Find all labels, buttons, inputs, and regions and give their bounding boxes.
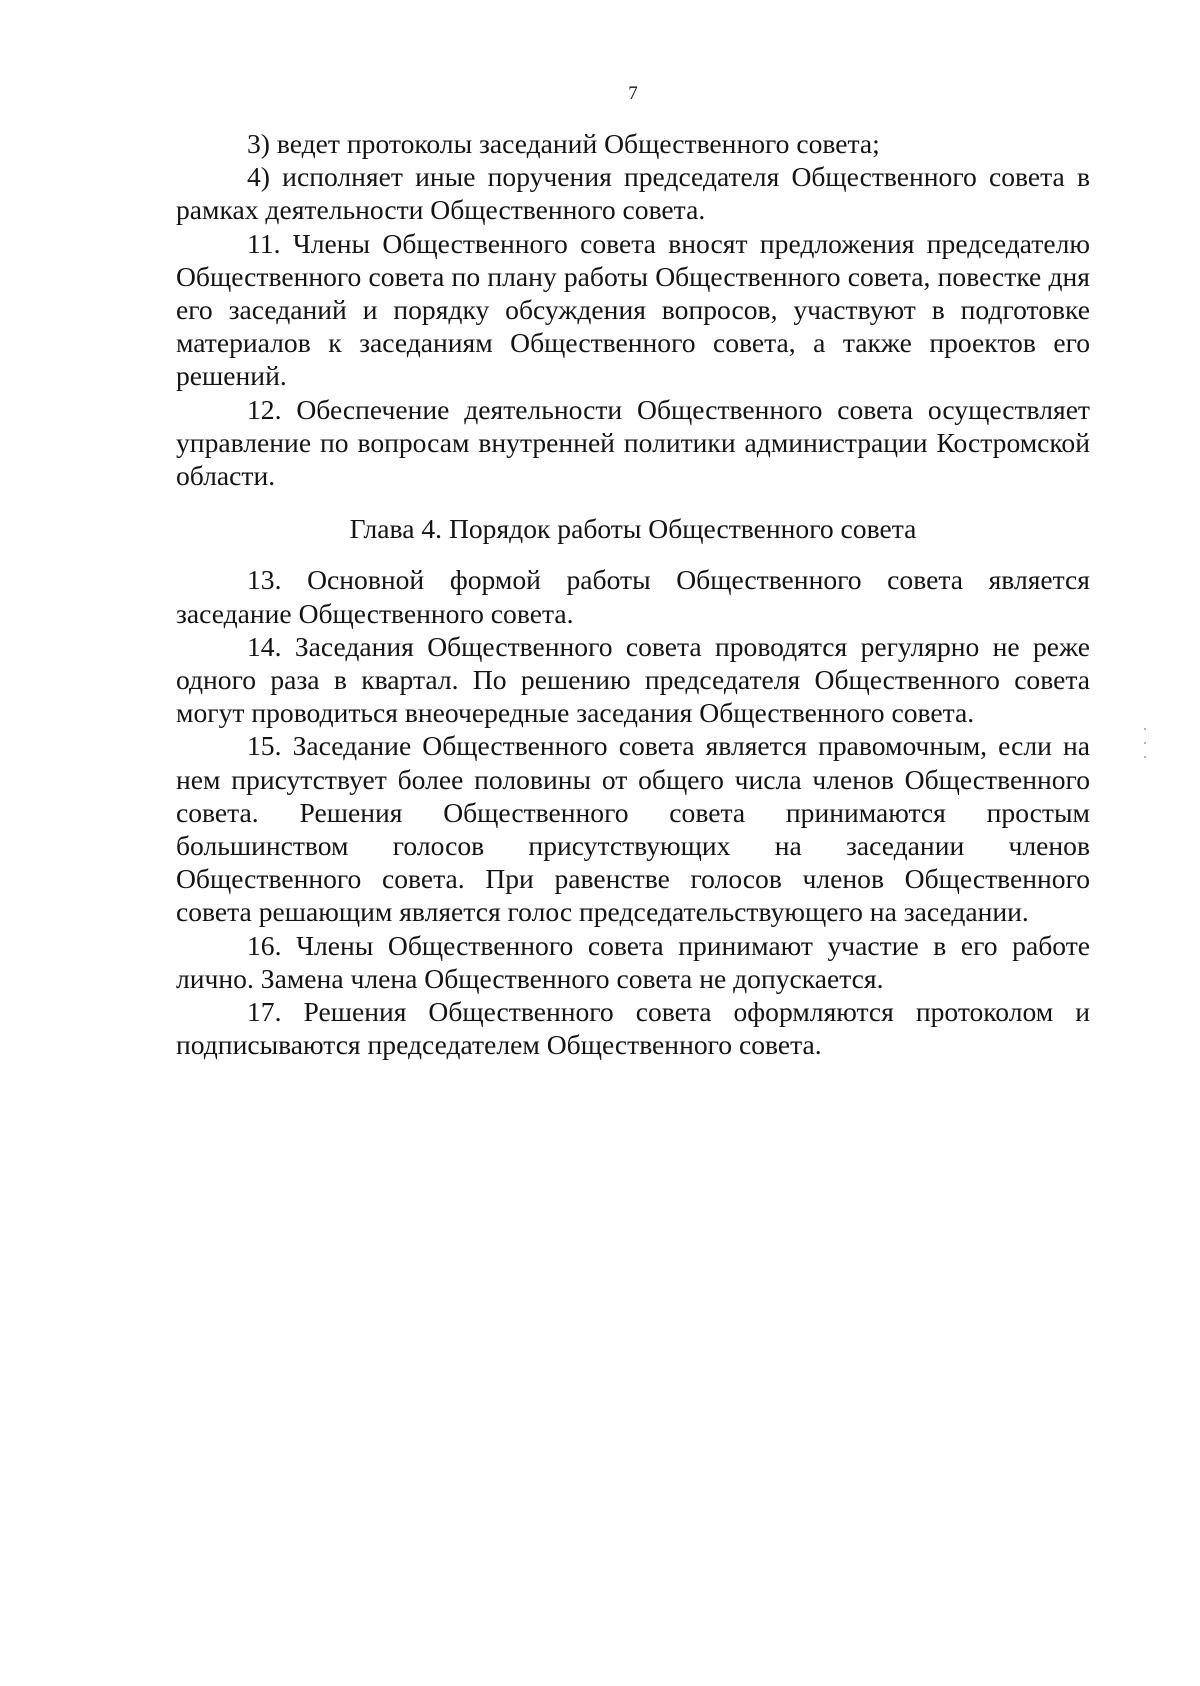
page-number: 7	[628, 83, 638, 104]
paragraph-11-member-proposals: 11. Члены Общественного совета вносят предложения председателю Общественного совета по плану работы Общественного совета, повестке дня его заседаний и порядку обсуждения вопросов, участвуют в подготовке материалов к заседаниям Общественного совета, а также проектов его решений.	[176, 227, 1090, 392]
chapter-heading: Глава 4. Порядок работы Общественного совета	[349, 513, 917, 545]
paragraph-4-other-duties: 4) исполняет иные поручения председателя Общественного совета в рамках деятельности Общественного совета.	[176, 161, 1090, 226]
paragraph-16-personal-participation: 16. Члены Общественного совета принимают участие в его работе лично. Замена члена Общественного совета не допускается.	[176, 929, 1090, 994]
paragraph-14-meeting-frequency: 14. Заседания Общественного совета проводятся регулярно не реже одного раза в квартал. По решению председателя Общественного совета могут проводиться внеочередные заседания Общественного совета.	[176, 630, 1090, 729]
paragraph-12-support: 12. Обеспечение деятельности Общественного совета осуществляет управление по вопросам внутренней политики администрации Костромской области.	[176, 393, 1090, 492]
paragraph-13-main-form: 13. Основной формой работы Общественного совета является заседание Общественного совета.	[176, 564, 1090, 629]
scan-artifact	[1143, 728, 1147, 778]
document-body	[176, 127, 1090, 1061]
paragraph-17-decisions: 17. Решения Общественного совета оформляются протоколом и подписываются председателем Общественного совета.	[176, 996, 1090, 1061]
paragraph-3-protocols: 3) ведет протоколы заседаний Общественного совета;	[247, 128, 880, 159]
paragraph-15-quorum: 15. Заседание Общественного совета является правомочным, если на нем присутствует более половины от общего числа членов Общественного совета. Решения Общественного совета принимаются простым большинством голосов присутствующих на заседании членов Общественного совета. При равенстве голосов членов Общественного совета решающим является голос председательствующего на заседании.	[176, 730, 1090, 928]
